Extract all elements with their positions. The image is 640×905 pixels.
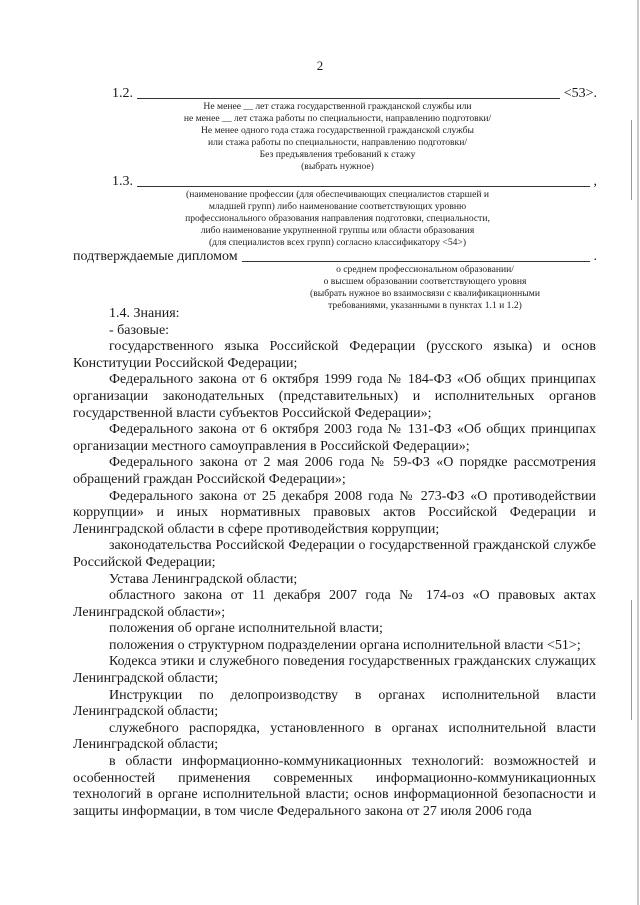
paragraph: Федерального закона от 6 октября 2003 года № 131-ФЗ «Об общих принципах организации местного самоуправления в Российской Федерации»; [73, 422, 596, 454]
paragraph: Федерального закона от 2 мая 2006 года № 59-ФЗ «О порядке рассмотрения обращений граждан Российской Федерации»; [73, 455, 596, 487]
paragraph: Устава Ленинградской области; [109, 571, 298, 587]
paragraph: Инструкции по делопроизводству в органах исполнительной власти Ленинградской области; [73, 687, 596, 720]
note-line: младшей групп) либо наименование соответствующих уровню [208, 201, 467, 212]
paragraph: государственного языка Российской Федерации (русского языка) и основ Конституции Российской Федерации; [73, 339, 596, 371]
note-line: (выбрать нужное) [301, 161, 374, 172]
note-line: или стажа работы по специальности, направлению подготовки/ [207, 137, 467, 148]
note-line: Не менее __ лет стажа государственной гражданской службы или [203, 101, 472, 112]
diploma-end: . [593, 249, 597, 264]
note-diploma [270, 264, 580, 312]
paragraph: законодательства Российской Федерации о государственной гражданской службе Российской Федерации; [73, 538, 596, 570]
scan-edge [637, 0, 639, 905]
scan-mark [631, 600, 632, 720]
paragraph: областного закона от 11 декабря 2007 года № 174-оз «О правовых актах Ленинградской области»; [73, 588, 596, 620]
paragraph: положения о структурном подразделении органа исполнительной власти <51>; [109, 637, 581, 653]
note-line: профессионального образования направления подготовки, специальности, [185, 213, 490, 224]
note-line: о высшем образовании соответствующего уровня [323, 276, 527, 287]
item-1-2-line [112, 86, 597, 102]
item-1-3-ref: , [593, 174, 597, 189]
note-line: (для специалистов всех групп) согласно классификатору <54>) [208, 237, 467, 248]
note-1-2 [160, 101, 515, 173]
diploma-line [73, 249, 597, 265]
paragraph: 1.4. Знания: [109, 306, 180, 321]
diploma-blank [242, 249, 590, 262]
paragraph: положения об органе исполнительной власти; [109, 621, 383, 637]
item-1-2-blank [137, 86, 560, 99]
note-line: требованиями, указанными в пунктах 1.1 и 1.2) [328, 300, 522, 311]
paragraph: Федерального закона от 6 октября 1999 года № 184-ФЗ «Об общих принципах организации законодательных (представительных) и исполнительных органов государственной власти субъектов Российской Федерации»; [73, 372, 596, 421]
note-line: (выбрать нужное во взаимосвязи с квалификационными [310, 288, 540, 299]
item-1-3-label: 1.3. [112, 174, 133, 189]
item-1-3-blank [137, 174, 590, 187]
note-line: либо наименование укрупненной группы или области образования [200, 225, 475, 236]
note-line: не менее __ лет стажа работы по специальности, направлению подготовки/ [183, 113, 492, 124]
note-1-3 [150, 189, 525, 249]
knowledge-section [73, 306, 596, 820]
paragraph: Федерального закона от 25 декабря 2008 года № 273-ФЗ «О противодействии коррупции» и иных нормативных правовых актов Российской Федерации и Ленинградской области в сфере противодействия коррупции; [73, 488, 596, 537]
scan-mark [631, 120, 632, 200]
page-number: 2 [316, 58, 324, 73]
item-1-2-ref: <53>. [563, 86, 597, 101]
paragraph: служебного распорядка, установленного в органах исполнительной власти Ленинградской области; [73, 720, 596, 753]
item-1-3-line [112, 174, 597, 190]
paragraph: - базовые: [109, 322, 170, 338]
note-line: (наименование профессии (для обеспечивающих специалистов старшей и [186, 189, 489, 200]
note-line: о среднем профессиональном образовании/ [336, 264, 514, 275]
diploma-label: подтверждаемые дипломом [73, 249, 238, 264]
paragraph: в области информационно-коммуникационных технологий: возможностей и особенностей применения современных информационно-коммуникационных технологий в органе исполнительной власти; основ информационной безопасности и защиты информации, в том числе Федерального закона от 27 июля 2006 года [73, 754, 596, 819]
item-1-2-label: 1.2. [112, 86, 133, 101]
note-line: Без предъявления требований к стажу [259, 149, 416, 160]
note-line: Не менее одного года стажа государственной гражданской службы [200, 125, 475, 136]
paragraph: Кодекса этики и служебного поведения государственных гражданских служащих Ленинградской области; [73, 654, 596, 687]
